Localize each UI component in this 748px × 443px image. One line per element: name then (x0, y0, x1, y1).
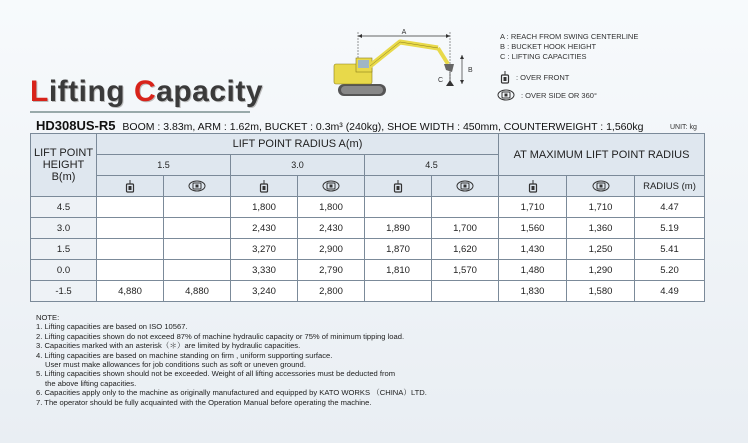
page-title (30, 75, 263, 109)
unit-label: UNIT: kg (670, 124, 697, 131)
front-icon-cell (499, 176, 567, 197)
row-height: 3.0 (31, 218, 97, 239)
title-initial-l: L (30, 75, 49, 108)
capacity-cell: 4.47 (635, 197, 705, 218)
capacity-cell: 1,810 (365, 260, 432, 281)
capacity-cell: 1,560 (499, 218, 567, 239)
capacity-cell: 2,430 (231, 218, 298, 239)
capacity-cell: 1,570 (432, 260, 499, 281)
table-row (31, 260, 705, 281)
capacity-cell: 1,480 (499, 260, 567, 281)
capacity-cell: 5.20 (635, 260, 705, 281)
note-3: 3. Capacities marked with an asterisk（＊）are limited by hydraulic capacities. (36, 341, 301, 351)
note-4: 4. Lifting capacities are based on machine standing on firm , uniform supporting surface. (36, 350, 333, 360)
table-row (31, 239, 705, 260)
capacity-cell (164, 260, 231, 281)
legend-front (500, 71, 569, 84)
front-lift-icon (528, 180, 538, 193)
capacity-cell (97, 239, 164, 260)
capacity-cell: 1,890 (365, 218, 432, 239)
diagram-label-b: B (468, 67, 473, 74)
side-icon-cell (432, 176, 499, 197)
diagram-label-a: A (401, 29, 407, 36)
note-5: 5. Lifting capacities shown should not be exceeded. Weight of all lifting accessories must be deducted from (36, 369, 396, 379)
excavator-icon (320, 20, 495, 102)
capacity-cell: 2,900 (298, 239, 365, 260)
capacity-cell: 1,870 (365, 239, 432, 260)
capacity-cell: 2,430 (298, 218, 365, 239)
capacity-cell (97, 260, 164, 281)
spec-text: BOOM : 3.83m, ARM : 1.62m, BUCKET : 0.3m³ (240kg), SHOE WIDTH : 450mm, COUNTERWEIGHT : 1,560kg (122, 121, 644, 133)
capacity-cell (97, 218, 164, 239)
note-5-cont: the above lifting capacities. (45, 378, 137, 388)
legend-front-label: : OVER FRONT (516, 73, 570, 82)
table-body (31, 197, 705, 302)
capacity-cell (97, 197, 164, 218)
capacity-cell: 4.49 (635, 281, 705, 302)
capacity-cell: 5.41 (635, 239, 705, 260)
capacity-cell: 4,880 (164, 281, 231, 302)
row-height: 4.5 (31, 197, 97, 218)
capacity-cell: 2,800 (298, 281, 365, 302)
note-2: 2. Lifting capacities shown do not exceed 87% of machine hydraulic capacity or 75% of minimum tipping load. (36, 331, 405, 341)
side-icon-cell (567, 176, 635, 197)
capacity-cell: 1,580 (567, 281, 635, 302)
title-part-1: ifting (48, 75, 134, 108)
radius-header: LIFT POINT RADIUS A(m) (97, 134, 499, 155)
capacity-cell: 3,240 (231, 281, 298, 302)
note-7: 7. The operator should be fully acquainted with the Operation Manual before operating the machine. (36, 397, 372, 407)
capacity-cell: 1,700 (432, 218, 499, 239)
capacity-cell: 1,710 (567, 197, 635, 218)
note-1: 1. Lifting capacities are based on ISO 10567. (36, 322, 188, 332)
max-radius-header: AT MAXIMUM LIFT POINT RADIUS (499, 134, 705, 176)
title-part-2: apacity (156, 75, 264, 108)
legend-b: B : BUCKET HOOK HEIGHT (500, 42, 597, 51)
row-height: -1.5 (31, 281, 97, 302)
front-icon-cell (365, 176, 432, 197)
title-initial-c: C (133, 75, 157, 108)
side-lift-icon (497, 89, 515, 101)
capacity-cell: 1,800 (298, 197, 365, 218)
front-lift-icon (259, 180, 269, 193)
row-height: 0.0 (31, 260, 97, 281)
capacity-cell: 4,880 (97, 281, 164, 302)
capacity-cell: 1,620 (432, 239, 499, 260)
capacity-cell (432, 197, 499, 218)
capacity-cell: 1,290 (567, 260, 635, 281)
capacity-cell: 1,430 (499, 239, 567, 260)
capacity-cell (164, 197, 231, 218)
diagram-label-c: C (438, 77, 444, 84)
capacity-cell: 1,830 (499, 281, 567, 302)
capacity-cell: 1,710 (499, 197, 567, 218)
notes-heading: NOTE: (36, 313, 60, 322)
radius-unit-text: RADIUS (m) (643, 180, 696, 192)
model-name: HD308US-R5 (36, 118, 116, 133)
table-row (31, 281, 705, 302)
side-icon-cell (298, 176, 365, 197)
model-spec-line (36, 118, 643, 133)
capacity-cell: 3,330 (231, 260, 298, 281)
legend-side (497, 89, 597, 101)
excavator-diagram (320, 20, 495, 102)
capacity-cell (365, 197, 432, 218)
corner-header-text: LIFT POINT HEIGHT B(m) (33, 147, 94, 183)
lifting-capacity-table (30, 133, 705, 302)
capacity-cell: 2,790 (298, 260, 365, 281)
legend-c: C : LIFTING CAPACITIES (500, 52, 587, 61)
side-icon-cell (164, 176, 231, 197)
capacity-cell (164, 218, 231, 239)
side-lift-icon (592, 180, 610, 192)
diagram-legend (500, 32, 638, 62)
title-underline (30, 111, 250, 113)
note-6: 6. Capacities apply only to the machine as originally manufactured and equipped by KATO WORKS （CHINA）LTD. (36, 388, 427, 398)
row-height: 1.5 (31, 239, 97, 260)
front-lift-icon (500, 71, 510, 84)
capacity-cell (432, 281, 499, 302)
front-icon-cell (231, 176, 298, 197)
capacity-cell (365, 281, 432, 302)
front-lift-icon (125, 180, 135, 193)
radius-col-3-0: 3.0 (231, 155, 365, 176)
side-lift-icon (188, 180, 206, 192)
icon-header-row (31, 176, 705, 197)
notes-section (36, 313, 427, 407)
corner-header (31, 134, 97, 197)
capacity-cell (164, 239, 231, 260)
table-row (31, 218, 705, 239)
front-lift-icon (393, 180, 403, 193)
capacity-cell: 1,250 (567, 239, 635, 260)
side-lift-icon (322, 180, 340, 192)
legend-a: A : REACH FROM SWING CENTERLINE (500, 32, 639, 41)
radius-unit-header (635, 176, 705, 197)
capacity-cell: 1,800 (231, 197, 298, 218)
radius-col-1-5: 1.5 (97, 155, 231, 176)
note-4-cont: User must make allowances for job conditions such as soft or uneven ground. (45, 360, 306, 370)
legend-side-label: : OVER SIDE OR 360° (521, 90, 597, 100)
capacity-cell: 5.19 (635, 218, 705, 239)
table-row (31, 197, 705, 218)
radius-col-4-5: 4.5 (365, 155, 499, 176)
side-lift-icon (456, 180, 474, 192)
capacity-cell: 3,270 (231, 239, 298, 260)
capacity-cell: 1,360 (567, 218, 635, 239)
front-icon-cell (97, 176, 164, 197)
